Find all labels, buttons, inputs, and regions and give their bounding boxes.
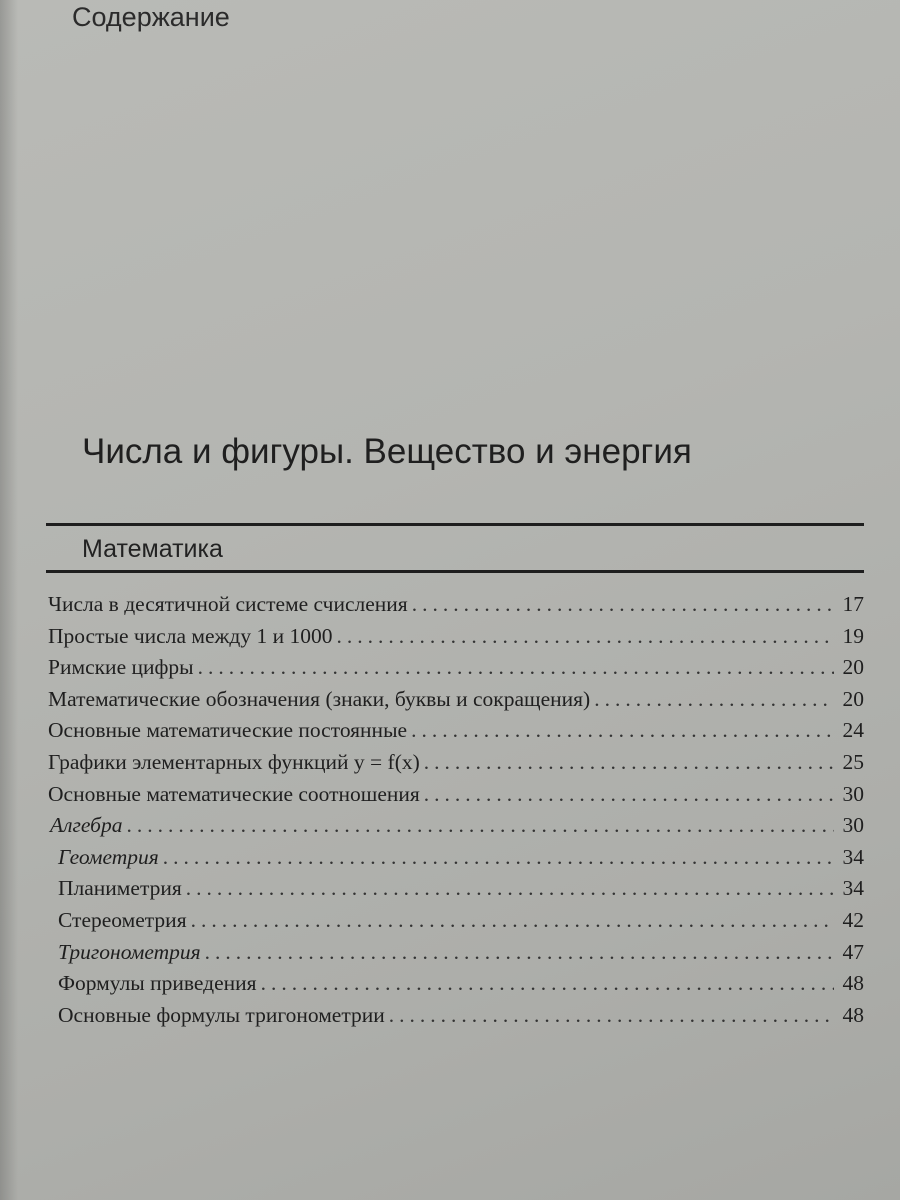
- toc-entry-page: 34: [842, 844, 864, 869]
- page-edge-shadow: [0, 0, 18, 1200]
- toc-leader-dots: [412, 592, 834, 617]
- toc-leader-dots: [163, 845, 834, 870]
- toc-entry-page: 19: [842, 623, 864, 648]
- toc-entry-label: Формулы приведения: [58, 971, 257, 996]
- toc-entry-label: Основные формулы тригонометрии: [58, 1002, 385, 1027]
- toc-leader-dots: [411, 718, 834, 743]
- toc-entry-label: Числа в десятичной системе счисления: [48, 592, 408, 616]
- toc-leader-dots: [186, 876, 834, 901]
- toc-entry[interactable]: [48, 813, 864, 845]
- toc-entry-label: Стереометрия: [58, 907, 187, 932]
- toc-entry[interactable]: [48, 655, 864, 687]
- toc-entry[interactable]: [48, 624, 864, 656]
- toc-entry[interactable]: [48, 908, 864, 940]
- toc-entry[interactable]: [48, 592, 864, 624]
- section-title: Числа и фигуры. Вещество и энергия: [82, 432, 692, 471]
- toc-entry-page: 47: [842, 939, 864, 964]
- page-header: Содержание: [72, 2, 230, 32]
- toc-entry-label: Геометрия: [58, 844, 159, 869]
- toc-leader-dots: [389, 1003, 834, 1028]
- toc-leader-dots: [126, 813, 834, 838]
- toc-entry-label: Планиметрия: [58, 876, 182, 901]
- toc-entry-label: Алгебра: [50, 813, 123, 838]
- toc-leader-dots: [336, 624, 834, 649]
- toc-entry-page: 25: [842, 749, 864, 774]
- toc-entry[interactable]: [48, 940, 864, 972]
- toc-entry[interactable]: [48, 782, 864, 814]
- toc-entry-label: Основные математические соотношения: [48, 781, 420, 806]
- toc-entry-page: 20: [842, 686, 864, 711]
- divider-bottom: [46, 570, 864, 573]
- toc-entry-page: 30: [842, 781, 864, 806]
- toc-entry-label: Графики элементарных функций y = f(x): [48, 749, 420, 774]
- toc-entry[interactable]: [48, 718, 864, 750]
- table-of-contents: [48, 592, 864, 1034]
- toc-entry-page: 17: [842, 592, 864, 616]
- toc-entry[interactable]: [48, 845, 864, 877]
- toc-entry-page: 20: [842, 655, 864, 680]
- toc-entry-label: Тригонометрия: [58, 939, 201, 964]
- toc-entry-page: 34: [842, 876, 864, 901]
- toc-entry-page: 48: [842, 971, 864, 996]
- toc-entry[interactable]: [48, 1003, 864, 1035]
- toc-entry-page: 30: [842, 813, 864, 838]
- toc-entry[interactable]: [48, 971, 864, 1003]
- toc-entry-label: Римские цифры: [48, 655, 194, 680]
- subsection-title: Математика: [82, 535, 223, 563]
- toc-entry-label: Математические обозначения (знаки, буквы и сокращения): [48, 686, 591, 711]
- toc-leader-dots: [205, 940, 834, 965]
- toc-entry[interactable]: [48, 876, 864, 908]
- toc-entry-page: 48: [842, 1002, 864, 1027]
- toc-entry-page: 42: [842, 907, 864, 932]
- toc-leader-dots: [191, 908, 834, 933]
- toc-entry-label: Простые числа между 1 и 1000: [48, 623, 333, 648]
- toc-leader-dots: [261, 971, 834, 996]
- toc-leader-dots: [198, 655, 834, 680]
- toc-entry-label: Основные математические постоянные: [48, 718, 408, 743]
- toc-leader-dots: [424, 782, 834, 807]
- toc-leader-dots: [594, 687, 834, 712]
- toc-entry-page: 24: [842, 718, 864, 743]
- divider-top: [46, 523, 864, 526]
- toc-entry[interactable]: [48, 750, 864, 782]
- toc-entry[interactable]: [48, 687, 864, 719]
- toc-leader-dots: [424, 750, 834, 775]
